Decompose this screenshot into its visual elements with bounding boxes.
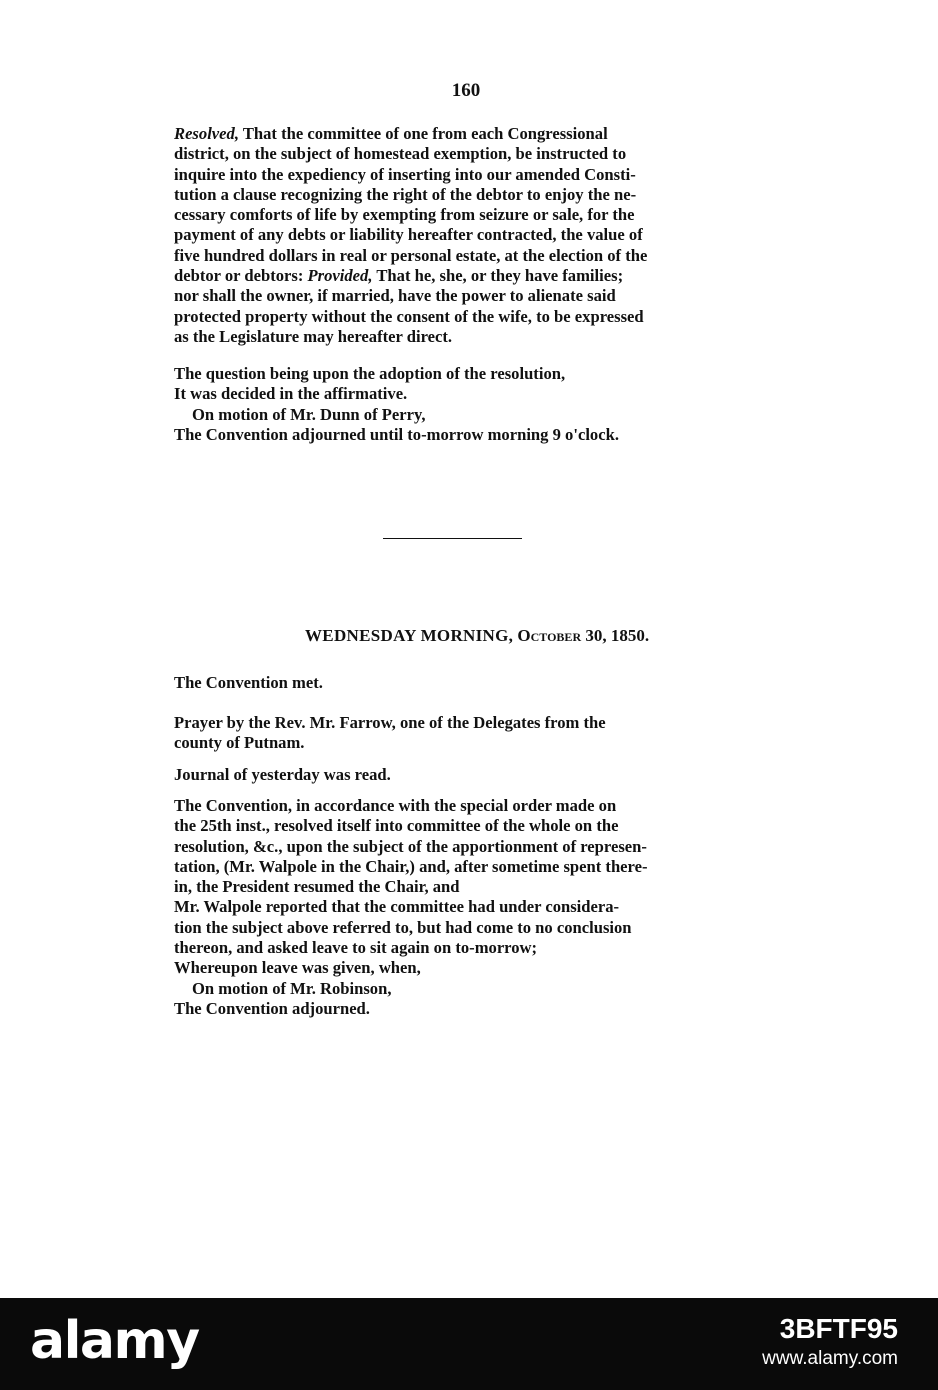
image-id-box xyxy=(762,1312,898,1372)
resolution-paragraph xyxy=(174,124,758,347)
resolution-line: district, on the subject of homestead exemption, be instructed to xyxy=(174,144,627,164)
proceeding-line: The question being upon the adoption of the resolution, xyxy=(174,364,566,383)
report-line: tion the subject above referred to, but had come to no conclusion xyxy=(174,917,632,937)
resolution-line: That he, she, or they have families; xyxy=(372,266,624,286)
closing-line: Whereupon leave was given, when, xyxy=(174,958,421,978)
day-heading xyxy=(305,626,649,646)
page-number: 160 xyxy=(451,80,481,101)
resolution-line: protected property without the consent of the wife, to be expressed xyxy=(174,306,644,326)
resolution-line: cessary comforts of life by exempting from seizure or sale, for the xyxy=(174,205,635,225)
provided-word: Provided, xyxy=(307,266,373,286)
day-heading-text: WEDNESDAY MORNING, xyxy=(305,626,514,645)
heading-date: 30, 1850. xyxy=(581,626,650,645)
report-line: thereon, and asked leave to sit again on to-morrow; xyxy=(174,938,538,958)
resolution-line: tution a clause recognizing the right of the debtor to enjoy the ne- xyxy=(174,184,637,204)
watermark-url: www.alamy.com xyxy=(762,1348,898,1369)
prayer-line: county of Putnam. xyxy=(174,733,305,753)
prayer-line: Prayer by the Rev. Mr. Farrow, one of the Delegates from the xyxy=(174,713,606,732)
committee-line: The Convention, in accordance with the special order made on xyxy=(174,796,617,815)
resolution-line: inquire into the expediency of inserting into our amended Consti- xyxy=(174,164,636,184)
proceeding-line: It was decided in the affirmative. xyxy=(174,384,408,404)
committee-paragraph xyxy=(174,796,758,1019)
closing-line: On motion of Mr. Robinson, xyxy=(192,978,392,998)
resolved-label: Resolved, xyxy=(174,124,239,143)
resolution-line: payment of any debts or liability hereafter contracted, the value of xyxy=(174,225,643,245)
committee-line: tation, (Mr. Walpole in the Chair,) and, after sometime spent there- xyxy=(174,856,648,876)
committee-line: in, the President resumed the Chair, and xyxy=(174,877,460,897)
adjournment-section xyxy=(174,364,758,445)
committee-line: resolution, &c., upon the subject of the apportionment of represen- xyxy=(174,836,647,856)
proceeding-line: The Convention adjourned until to-morrow morning 9 o'clock. xyxy=(174,424,619,444)
convention-met: The Convention met. xyxy=(174,673,323,692)
resolution-line: as the Legislature may hereafter direct. xyxy=(174,326,453,346)
alamy-logo: alamy xyxy=(30,1311,199,1371)
journal-line: Journal of yesterday was read. xyxy=(174,765,391,784)
report-line: Mr. Walpole reported that the committee had under considera- xyxy=(174,897,620,917)
resolution-line: nor shall the owner, if married, have the power to alienate said xyxy=(174,286,616,306)
resolution-line: five hundred dollars in real or personal estate, at the election of the xyxy=(174,245,648,265)
closing-line: The Convention adjourned. xyxy=(174,998,370,1018)
prayer-paragraph xyxy=(174,713,758,754)
image-id: 3BFTF95 xyxy=(779,1313,898,1344)
heading-month: October xyxy=(517,626,582,645)
resolution-line: debtor or debtors: xyxy=(174,266,308,286)
proceeding-line: On motion of Mr. Dunn of Perry, xyxy=(192,404,426,424)
resolution-line: That the committee of one from each Congressional xyxy=(238,124,608,143)
committee-line: the 25th inst., resolved itself into committee of the whole on the xyxy=(174,816,619,836)
section-divider xyxy=(383,538,522,539)
